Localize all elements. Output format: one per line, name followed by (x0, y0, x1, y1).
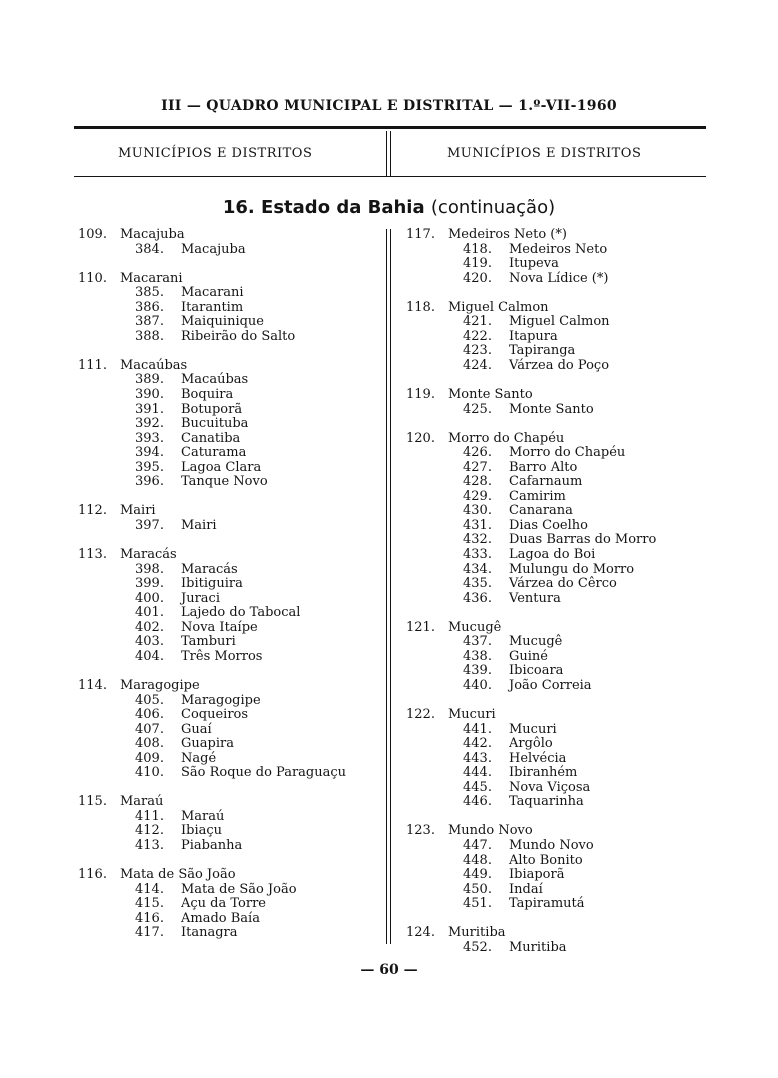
distrito-number: 403. (135, 634, 164, 650)
distrito-name: Macaúbas (181, 372, 249, 388)
distrito-name: Macajuba (181, 241, 246, 257)
distrito-number: 423. (463, 343, 492, 359)
distrito-row (406, 272, 706, 287)
distrito-row (78, 897, 378, 912)
municipio-name: Maracás (120, 547, 177, 563)
distrito-name: Mucugê (509, 634, 563, 650)
distrito-row (406, 941, 706, 956)
distrito-number: 386. (135, 299, 164, 315)
distrito-name: Guiné (509, 648, 548, 664)
distrito-row (406, 533, 706, 548)
distrito-name: Dias Coelho (509, 517, 588, 533)
distrito-number: 418. (463, 241, 492, 257)
distrito-name: Várzea do Cêrco (509, 576, 617, 592)
distrito-row (406, 577, 706, 592)
distrito-row (406, 548, 706, 563)
municipio-number: 124. (406, 925, 435, 941)
distrito-row (78, 621, 378, 636)
distrito-name: Taquarinha (509, 794, 584, 810)
municipio-number: 123. (406, 823, 435, 839)
distrito-name: Ibiaçu (181, 823, 223, 839)
distrito-row (78, 446, 378, 461)
distrito-row (78, 519, 378, 534)
distrito-name: Mairi (181, 517, 217, 533)
distrito-row (406, 519, 706, 534)
municipio-group (406, 228, 706, 286)
distrito-number: 450. (463, 881, 492, 897)
distrito-number: 452. (463, 939, 492, 955)
distrito-row (78, 388, 378, 403)
column-heading-right: MUNICÍPIOS E DISTRITOS (447, 146, 642, 161)
distrito-name: Mata de São João (181, 881, 297, 897)
municipio-group (78, 868, 378, 941)
distrito-row (78, 723, 378, 738)
distrito-number: 385. (135, 285, 164, 301)
header-rule-top (74, 126, 706, 129)
distrito-number: 427. (463, 459, 492, 475)
distrito-name: Cafarnaum (509, 474, 583, 490)
distrito-number: 435. (463, 576, 492, 592)
municipio-group (78, 548, 378, 664)
distrito-name: Boquira (181, 387, 234, 403)
distrito-row (406, 475, 706, 490)
distrito-number: 397. (135, 517, 164, 533)
distrito-row (78, 315, 378, 330)
municipio-group (406, 926, 706, 955)
municipio-group (406, 621, 706, 694)
municipio-row (78, 868, 378, 883)
distrito-row (406, 854, 706, 869)
distrito-row (406, 839, 706, 854)
distrito-name: Piabanha (181, 837, 243, 853)
municipio-row (406, 621, 706, 636)
state-name: Estado da Bahia (261, 197, 425, 218)
distrito-name: Medeiros Neto (509, 241, 608, 257)
distrito-name: Maiquinique (181, 314, 264, 330)
distrito-row (78, 926, 378, 941)
distrito-row (406, 446, 706, 461)
distrito-name: Coqueiros (181, 707, 249, 723)
distrito-row (78, 577, 378, 592)
distrito-row (78, 883, 378, 898)
distrito-row (78, 752, 378, 767)
distrito-row (406, 679, 706, 694)
distrito-name: Juraci (181, 590, 220, 606)
distrito-number: 420. (463, 270, 492, 286)
distrito-row (78, 810, 378, 825)
distrito-name: Guaí (181, 721, 212, 737)
municipio-name: Macarani (120, 270, 183, 286)
distrito-number: 433. (463, 547, 492, 563)
column-divider-left (386, 229, 387, 944)
distrito-number: 410. (135, 765, 164, 781)
distrito-name: Nova Lídice (*) (509, 270, 609, 286)
distrito-name: Muritiba (509, 939, 567, 955)
distrito-number: 446. (463, 794, 492, 810)
municipio-row (78, 504, 378, 519)
distrito-row (78, 563, 378, 578)
municipio-row (406, 228, 706, 243)
distrito-name: Mucuri (509, 721, 557, 737)
municipio-row (406, 926, 706, 941)
distrito-name: Lagoa do Boi (509, 547, 596, 563)
municipio-group (78, 359, 378, 490)
distrito-name: Macarani (181, 285, 244, 301)
municipio-number: 116. (78, 867, 107, 883)
municipio-row (406, 388, 706, 403)
municipio-name: Macajuba (120, 227, 185, 242)
distrito-name: Miguel Calmon (509, 314, 610, 330)
distrito-row (78, 606, 378, 621)
header-rule-bottom (74, 176, 706, 177)
distrito-number: 441. (463, 721, 492, 737)
distrito-row (406, 504, 706, 519)
municipio-group (406, 708, 706, 810)
distrito-number: 401. (135, 605, 164, 621)
municipio-number: 119. (406, 387, 435, 403)
distrito-row (78, 635, 378, 650)
municipio-number: 121. (406, 619, 435, 635)
distrito-number: 408. (135, 736, 164, 752)
municipio-row (78, 679, 378, 694)
distrito-name: Maraú (181, 808, 225, 824)
municipio-group (406, 432, 706, 607)
distrito-row (78, 243, 378, 258)
distrito-number: 426. (463, 445, 492, 461)
distrito-name: Mundo Novo (509, 837, 594, 853)
municipio-number: 110. (78, 270, 107, 286)
municipio-row (406, 824, 706, 839)
distrito-row (406, 635, 706, 650)
distrito-name: Itupeva (509, 256, 559, 272)
distrito-name: Argôlo (509, 736, 553, 752)
distrito-row (78, 694, 378, 709)
municipio-group (406, 301, 706, 374)
municipio-name: Mucuri (448, 707, 496, 723)
distrito-name: Nova Viçosa (509, 779, 591, 795)
municipio-number: 118. (406, 299, 435, 315)
distrito-row (406, 737, 706, 752)
municipio-row (78, 795, 378, 810)
distrito-number: 421. (463, 314, 492, 330)
distrito-number: 428. (463, 474, 492, 490)
municipio-name: Mairi (120, 503, 156, 519)
municipio-number: 114. (78, 677, 107, 693)
municipio-name: Mata de São João (120, 867, 236, 883)
distrito-number: 415. (135, 896, 164, 912)
distrito-number: 395. (135, 459, 164, 475)
distrito-number: 409. (135, 750, 164, 766)
distrito-number: 436. (463, 590, 492, 606)
municipio-name: Maragogipe (120, 677, 200, 693)
distrito-row (406, 664, 706, 679)
distrito-row (78, 592, 378, 607)
distrito-number: 406. (135, 707, 164, 723)
distrito-number: 402. (135, 619, 164, 635)
municipio-number: 111. (78, 357, 107, 373)
distrito-number: 443. (463, 750, 492, 766)
distrito-name: Barro Alto (509, 459, 578, 475)
municipio-number: 120. (406, 430, 435, 446)
municipio-group (78, 504, 378, 533)
distrito-number: 431. (463, 517, 492, 533)
distrito-number: 407. (135, 721, 164, 737)
distrito-row (406, 243, 706, 258)
column-divider-right (390, 229, 391, 944)
distrito-number: 388. (135, 328, 164, 344)
distrito-row (406, 461, 706, 476)
distrito-number: 412. (135, 823, 164, 839)
distrito-row (406, 315, 706, 330)
distrito-name: Itapura (509, 328, 558, 344)
municipio-group (78, 679, 378, 781)
distrito-name: Botuporã (181, 401, 243, 417)
distrito-number: 405. (135, 692, 164, 708)
municipio-row (406, 432, 706, 447)
distrito-row (406, 330, 706, 345)
distrito-name: Maragogipe (181, 692, 261, 708)
distrito-number: 392. (135, 416, 164, 432)
municipio-number: 113. (78, 547, 107, 563)
municipio-group (78, 795, 378, 853)
distrito-name: Monte Santo (509, 401, 594, 417)
municipio-name: Maraú (120, 794, 164, 810)
distrito-row (78, 912, 378, 927)
municipio-row (78, 228, 378, 243)
distrito-name: Itanagra (181, 925, 238, 941)
header-divider-right (390, 131, 391, 176)
distrito-row (406, 650, 706, 665)
distrito-number: 394. (135, 445, 164, 461)
distrito-name: Ribeirão do Salto (181, 328, 296, 344)
distrito-row (78, 766, 378, 781)
distrito-number: 429. (463, 488, 492, 504)
distrito-row (78, 824, 378, 839)
municipio-row (78, 272, 378, 287)
distrito-name: Tanque Novo (181, 474, 268, 490)
municipio-group (78, 272, 378, 345)
distrito-number: 445. (463, 779, 492, 795)
municipio-number: 117. (406, 227, 435, 242)
municipio-group (406, 388, 706, 417)
distrito-row (78, 330, 378, 345)
distrito-number: 419. (463, 256, 492, 272)
distrito-name: Amado Baía (181, 910, 260, 926)
distrito-row (406, 257, 706, 272)
municipio-name: Mucugê (448, 619, 502, 635)
distrito-row (78, 286, 378, 301)
distrito-name: Canatiba (181, 430, 241, 446)
municipio-row (406, 708, 706, 723)
distrito-number: 389. (135, 372, 164, 388)
distrito-row (406, 563, 706, 578)
left-column (78, 228, 378, 955)
distrito-number: 447. (463, 837, 492, 853)
distrito-row (406, 766, 706, 781)
distrito-number: 442. (463, 736, 492, 752)
column-heading-left: MUNICÍPIOS E DISTRITOS (118, 146, 313, 161)
distrito-number: 391. (135, 401, 164, 417)
distrito-row (406, 490, 706, 505)
distrito-number: 411. (135, 808, 164, 824)
distrito-name: Canarana (509, 503, 573, 519)
municipio-group (406, 824, 706, 911)
distrito-name: Mulungu do Morro (509, 561, 635, 577)
distrito-row (78, 432, 378, 447)
distrito-number: 449. (463, 867, 492, 883)
distrito-row (406, 723, 706, 738)
distrito-name: Três Morros (181, 648, 263, 664)
distrito-number: 425. (463, 401, 492, 417)
header-divider-left (386, 131, 387, 176)
distrito-number: 416. (135, 910, 164, 926)
distrito-number: 432. (463, 532, 492, 548)
distrito-number: 384. (135, 241, 164, 257)
distrito-name: Açu da Torre (181, 896, 266, 912)
distrito-number: 396. (135, 474, 164, 490)
distrito-name: Tapiranga (509, 343, 576, 359)
distrito-row (406, 752, 706, 767)
distrito-name: Indaí (509, 881, 543, 897)
distrito-name: Tamburi (181, 634, 236, 650)
distrito-number: 437. (463, 634, 492, 650)
distrito-row (406, 883, 706, 898)
distrito-name: Lagoa Clara (181, 459, 262, 475)
distrito-row (406, 344, 706, 359)
distrito-name: Caturama (181, 445, 247, 461)
distrito-name: Maracás (181, 561, 238, 577)
municipio-group (78, 228, 378, 257)
distrito-number: 439. (463, 663, 492, 679)
distrito-number: 417. (135, 925, 164, 941)
distrito-row (78, 475, 378, 490)
distrito-number: 413. (135, 837, 164, 853)
distrito-row (406, 781, 706, 796)
distrito-name: Ibitiguira (181, 576, 243, 592)
distrito-name: Várzea do Poço (509, 357, 610, 373)
distrito-name: Morro do Chapéu (509, 445, 626, 461)
distrito-row (406, 868, 706, 883)
distrito-number: 440. (463, 677, 492, 693)
distrito-name: Nova Itaípe (181, 619, 258, 635)
distrito-number: 404. (135, 648, 164, 664)
distrito-name: Itarantim (181, 299, 244, 315)
distrito-name: Bucuituba (181, 416, 249, 432)
distrito-number: 424. (463, 357, 492, 373)
distrito-number: 399. (135, 576, 164, 592)
distrito-name: João Correia (509, 677, 592, 693)
municipio-name: Mundo Novo (448, 823, 533, 839)
distrito-name: Ibiaporã (509, 867, 565, 883)
distrito-name: Guapira (181, 736, 234, 752)
distrito-row (406, 403, 706, 418)
distrito-number: 390. (135, 387, 164, 403)
distrito-number: 444. (463, 765, 492, 781)
municipio-number: 122. (406, 707, 435, 723)
distrito-row (78, 373, 378, 388)
page-number: — 60 — (360, 962, 418, 978)
municipio-number: 115. (78, 794, 107, 810)
distrito-number: 438. (463, 648, 492, 664)
distrito-name: Ibiranhém (509, 765, 578, 781)
distrito-number: 400. (135, 590, 164, 606)
distrito-name: Alto Bonito (509, 852, 583, 868)
municipio-name: Macaúbas (120, 357, 188, 373)
municipio-row (78, 359, 378, 374)
municipio-name: Monte Santo (448, 387, 533, 403)
municipio-name: Morro do Chapéu (448, 430, 565, 446)
distrito-name: Helvécia (509, 750, 567, 766)
continuation-note: (continuação) (430, 197, 556, 218)
distrito-row (78, 708, 378, 723)
municipio-name: Miguel Calmon (448, 299, 549, 315)
municipio-number: 112. (78, 503, 107, 519)
distrito-row (78, 301, 378, 316)
distrito-number: 451. (463, 896, 492, 912)
distrito-row (78, 650, 378, 665)
distrito-number: 398. (135, 561, 164, 577)
distrito-number: 434. (463, 561, 492, 577)
municipio-name: Muritiba (448, 925, 506, 941)
municipio-name: Medeiros Neto (*) (448, 227, 567, 242)
municipio-row (78, 548, 378, 563)
distrito-name: Ibicoara (509, 663, 564, 679)
distrito-number: 422. (463, 328, 492, 344)
running-head: III — QUADRO MUNICIPAL E DISTRITAL — 1.º-VII-1960 (161, 98, 617, 114)
section-number: 16. (222, 197, 255, 218)
distrito-name: Nagé (181, 750, 217, 766)
distrito-number: 430. (463, 503, 492, 519)
distrito-row (78, 403, 378, 418)
distrito-row (406, 592, 706, 607)
distrito-number: 393. (135, 430, 164, 446)
right-column (406, 228, 706, 970)
distrito-number: 448. (463, 852, 492, 868)
distrito-name: Duas Barras do Morro (509, 532, 657, 548)
distrito-row (78, 737, 378, 752)
distrito-name: Ventura (509, 590, 561, 606)
distrito-row (406, 897, 706, 912)
municipio-row (406, 301, 706, 316)
distrito-row (78, 839, 378, 854)
distrito-name: Lajedo do Tabocal (181, 605, 301, 621)
distrito-name: Tapiramutá (509, 896, 585, 912)
distrito-number: 387. (135, 314, 164, 330)
distrito-row (78, 461, 378, 476)
distrito-name: Camirim (509, 488, 566, 504)
distrito-row (78, 417, 378, 432)
distrito-row (406, 795, 706, 810)
state-title (0, 197, 778, 218)
distrito-name: São Roque do Paraguaçu (181, 765, 347, 781)
distrito-number: 414. (135, 881, 164, 897)
distrito-row (406, 359, 706, 374)
municipio-number: 109. (78, 227, 107, 242)
